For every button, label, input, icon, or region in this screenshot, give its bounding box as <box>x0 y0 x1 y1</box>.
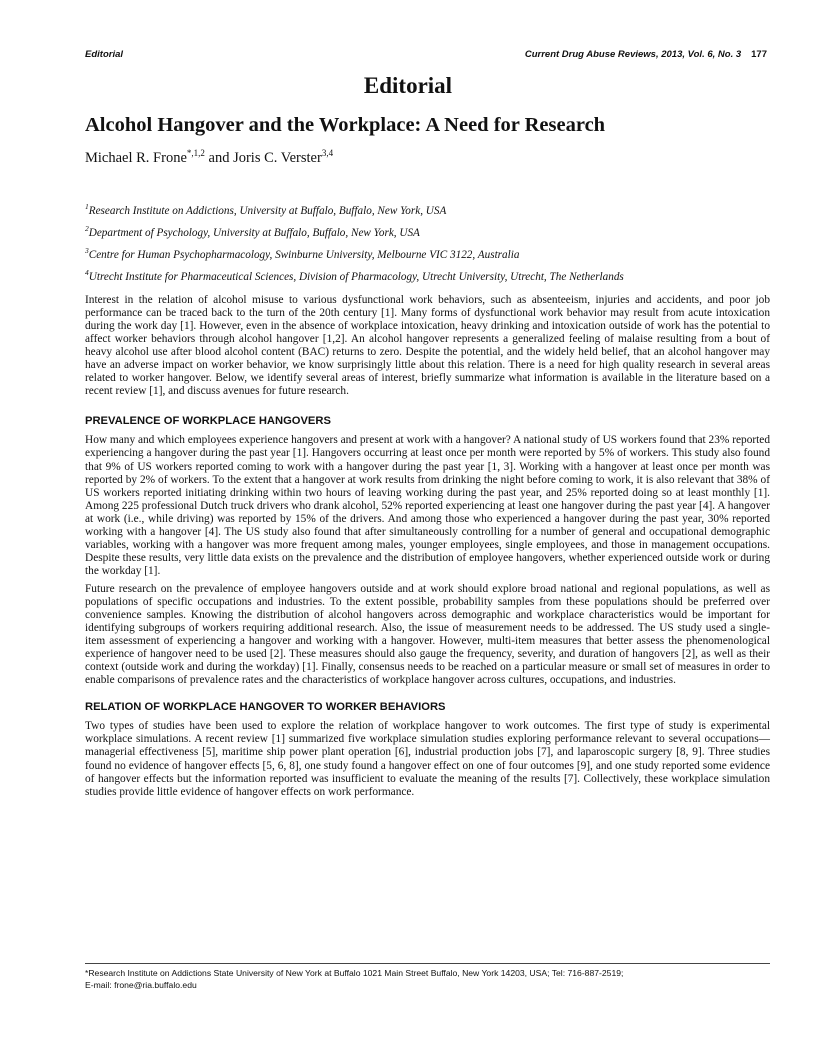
affiliation-text: Centre for Human Psychopharmacology, Swinburne University, Melbourne VIC 3122, Australia <box>88 249 520 261</box>
section-heading-prevalence: PREVALENCE OF WORKPLACE HANGOVERS <box>85 415 331 428</box>
page-number: 177 <box>751 49 767 60</box>
intro-paragraph: Interest in the relation of alcohol misuse to various dysfunctional work behaviors, such as absenteeism, injuries and accidents, and poor job performance can be traced back to the turn of the 20th century [1]. Many forms of dysfunctional work behavior may result from acute intoxication during the work day [1]. However, even in the absence of workplace intoxication, heavy drinking and intoxication outside of work has the potential to affect worker behaviors through alcohol hangover [1,2]. An alcohol hangover represents a generalized feeling of malaise resulting from a bout of heavy alcohol use after blood alcohol content (BAC) returns to zero. Despite the potential, and the widely held belief, that an alcohol hangover may have an adverse impact on worker behavior, we know surprisingly little about this relation. There is a need for high quality research in several areas related to worker hangover. Below, we identify several areas of interest, briefly summarize what information is available in the literature based on a recent review [1], and discuss avenues for future research. <box>85 294 770 398</box>
affiliation-number: 3 <box>85 246 89 255</box>
running-header-journal <box>525 49 767 60</box>
affiliation-text: Department of Psychology, University at Buffalo, Buffalo, New York, USA <box>88 227 420 239</box>
author-name: Michael R. Frone <box>85 150 187 166</box>
journal-citation: Current Drug Abuse Reviews, 2013, Vol. 6, No. 3 <box>524 49 742 60</box>
affiliation <box>85 198 775 220</box>
affiliation-number: 4 <box>85 268 89 277</box>
affiliation-text: Research Institute on Addictions, University at Buffalo, Buffalo, New York, USA <box>88 205 447 217</box>
affiliation <box>85 220 775 242</box>
author-connector: and <box>204 150 234 166</box>
footnote-email: E-mail: frone@ria.buffalo.edu <box>85 980 197 990</box>
article-body <box>85 294 770 804</box>
affiliation-number: 2 <box>85 224 89 233</box>
body-paragraph: Two types of studies have been used to explore the relation of workplace hangover to work outcomes. The first type of study is experimental workplace simulations. A recent review [1] summarized five workplace simulation studies exploring performance relevant to several occupations—managerial effectiveness [5], maritime ship power plant operation [6], industrial production jobs [7], and laparoscopic surgery [8, 9]. Three studies found no evidence of hangover effects [5, 6, 8], one study found a hangover effect on one of four outcomes [9], and one study reported some evidence of hangover effects but the information reported was insufficient to evaluate the meaning of the results [7]. Collectively, these workplace simulation studies provide little evidence of hangover effects on work performance. <box>85 720 770 798</box>
body-paragraph: How many and which employees experience hangovers and present at work with a hangover? A national study of US workers found that 23% reported experiencing a hangover during the past year [1]. Hangovers occurring at least once per month were reported by 5% of workers. This study also found that 9% of US workers reported coming to work with a hangover during the past year [1, 3]. Working with a hangover at least once per month was reported by 2% of workers. To the extent that a hangover at work results from drinking the night before coming to work, it is also relevant that 38% of US workers reported initiating drinking within two hours of leaving working during the past year, and 25% reported doing so at least monthly [1]. Among 225 professional Dutch truck drivers who drank alcohol, 52% reported experiencing at least one hangover during the past year [4]. A hangover at work (i.e., while driving) was reported by 15% of the drivers. And among those who experienced a hangover during the past year, 30% reported working with a hangover [4]. The US study also found that after simultaneously controlling for a number of general and occupational demographic variables, working with a hangover was more frequent among males, younger employees, single employees, and those in management occupations. Despite these results, very little data exists on the prevalence and the distribution of employee hangovers, whether experienced outside work or during the workday [1]. <box>85 434 770 577</box>
article-title: Alcohol Hangover and the Workplace: A Need for Research <box>85 114 606 136</box>
author-affiliation-marker: 3,4 <box>321 148 334 158</box>
footnote-divider <box>85 963 770 964</box>
section-label: Editorial <box>363 73 453 98</box>
corresponding-author-footnote <box>85 967 775 991</box>
affiliation-number: 1 <box>85 202 89 211</box>
body-paragraph: Future research on the prevalence of employee hangovers outside and at work should explore broad national and regional populations, as well as populations of specific occupations and industries. To the extent possible, probability samples from these populations should be preferred over convenience samples. Knowing the distribution of alcohol hangovers across demographic and workplace characteristics would be important for identifying subgroups of workers requiring additional research. Also, the issue of measurement needs to be addressed. The US study used a single-item assessment of experiencing a hangover and working with a hangover. However, multi-item measures that better assess the phenomenological experience of hangover need to be used [2]. These measures should also gauge the frequency, severity, and duration of hangovers [2], as well as their context (outside work and during the workday) [1]. Finally, consensus needs to be reached on a particular measure or small set of measures in order to enable comparisons of prevalence rates and the characteristics of workplace hangover across cultures, occupations, and industries. <box>85 582 770 687</box>
running-header-section: Editorial <box>85 49 124 60</box>
affiliation-list <box>85 198 775 286</box>
footnote-address: *Research Institute on Addictions State University of New York at Buffalo 1021 Main Street Buffalo, New York 14203, USA; Tel: 716-887-2519; <box>85 968 624 978</box>
author-affiliation-marker: *,1,2 <box>186 148 205 158</box>
author-list <box>85 148 765 167</box>
affiliation <box>85 242 775 264</box>
section-heading-worker-behaviors: RELATION OF WORKPLACE HANGOVER TO WORKER BEHAVIORS <box>85 701 446 714</box>
affiliation-text: Utrecht Institute for Pharmaceutical Sciences, Division of Pharmacology, Utrecht University, Utrecht, The Netherlands <box>88 271 624 283</box>
author-name: Joris C. Verster <box>233 150 322 166</box>
affiliation <box>85 264 775 286</box>
